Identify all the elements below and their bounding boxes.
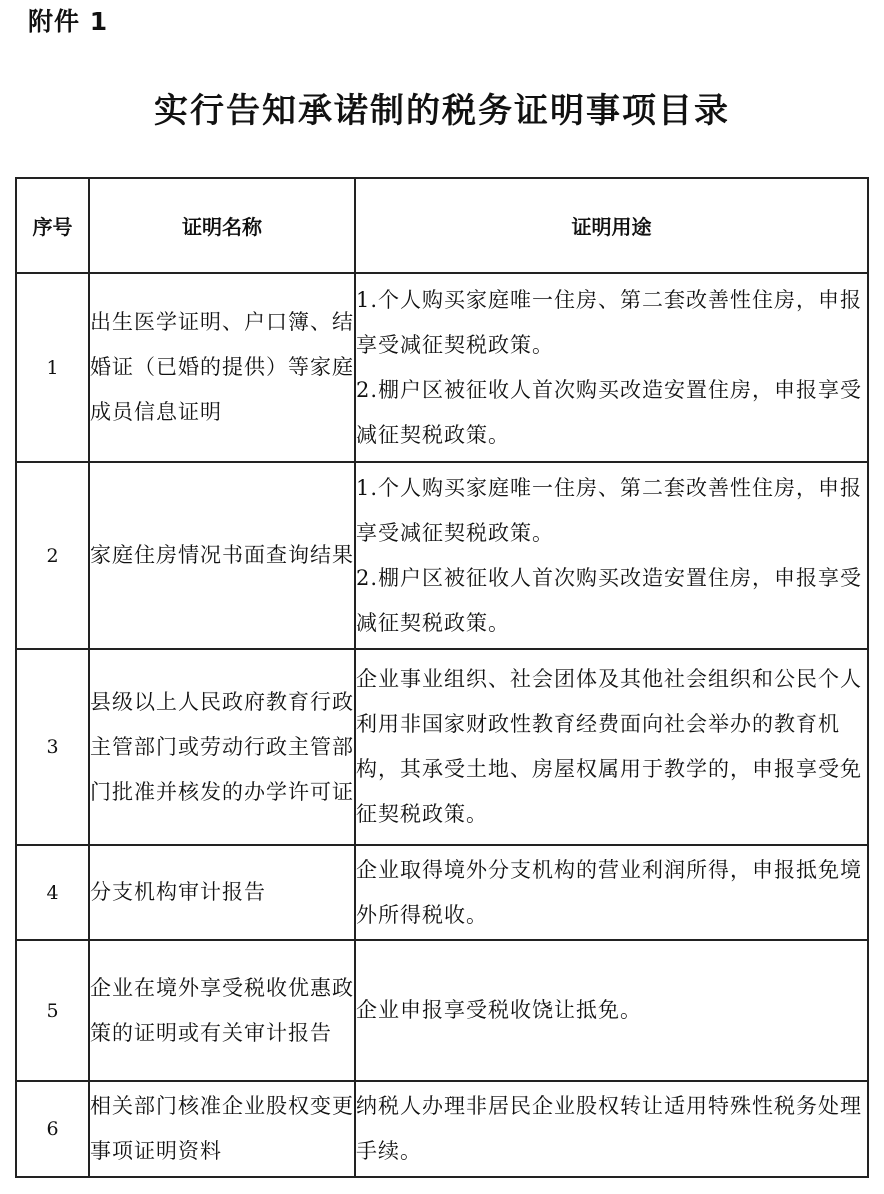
certificate-use-cell — [355, 845, 868, 940]
serial-number-cell: 1 — [16, 273, 89, 462]
use-paragraph: 企业申报享受税收饶让抵免。 — [356, 998, 642, 1022]
use-paragraph: 2.棚户区被征收人首次购买改造安置住房，申报享受减征契税政策。 — [356, 565, 863, 635]
table-row — [16, 940, 868, 1081]
use-paragraph: 1.个人购买家庭唯一住房、第二套改善性住房，申报享受减征契税政策。 — [356, 287, 863, 357]
header-serial-number: 序号 — [16, 178, 89, 273]
certificate-use-cell — [355, 1081, 868, 1177]
use-paragraph: 2.棚户区被征收人首次购买改造安置住房，申报享受减征契税政策。 — [356, 377, 863, 447]
table-row — [16, 649, 868, 845]
table-row — [16, 845, 868, 940]
table-header-row — [16, 178, 868, 273]
serial-number-cell: 4 — [16, 845, 89, 940]
header-certificate-name: 证明名称 — [89, 178, 355, 273]
table-row — [16, 273, 868, 462]
certificate-catalog-table — [15, 177, 869, 1178]
use-paragraph: 纳税人办理非居民企业股权转让适用特殊性税务处理手续。 — [356, 1094, 862, 1163]
certificate-name-cell: 相关部门核准企业股权变更事项证明资料 — [89, 1081, 355, 1177]
use-paragraph: 企业取得境外分支机构的营业利润所得，申报抵免境外所得税收。 — [356, 857, 862, 927]
header-certificate-use: 证明用途 — [355, 178, 868, 273]
certificate-name-cell: 县级以上人民政府教育行政主管部门或劳动行政主管部门批准并核发的办学许可证 — [89, 649, 355, 845]
table-row — [16, 462, 868, 649]
document-title: 实行告知承诺制的税务证明事项目录 — [154, 91, 730, 131]
certificate-name-cell: 家庭住房情况书面查询结果 — [89, 462, 355, 649]
use-paragraph: 企业事业组织、社会团体及其他社会组织和公民个人利用非国家财政性教育经费面向社会举办的教育机构，其承受土地、房屋权属用于教学的，申报享受免征契税政策。 — [356, 667, 862, 826]
certificate-name-cell: 分支机构审计报告 — [89, 845, 355, 940]
certificate-use-cell — [355, 649, 868, 845]
certificate-use-cell — [355, 940, 868, 1081]
serial-number-cell: 5 — [16, 940, 89, 1081]
certificate-name-cell: 企业在境外享受税收优惠政策的证明或有关审计报告 — [89, 940, 355, 1081]
table-row — [16, 1081, 868, 1177]
attachment-label: 附件 1 — [28, 7, 109, 36]
use-paragraph: 1.个人购买家庭唯一住房、第二套改善性住房，申报享受减征契税政策。 — [356, 475, 863, 545]
serial-number-cell: 3 — [16, 649, 89, 845]
certificate-name-cell: 出生医学证明、户口簿、结婚证（已婚的提供）等家庭成员信息证明 — [89, 273, 355, 462]
serial-number-cell: 2 — [16, 462, 89, 649]
certificate-use-cell — [355, 273, 868, 462]
certificate-use-cell — [355, 462, 868, 649]
serial-number-cell: 6 — [16, 1081, 89, 1177]
